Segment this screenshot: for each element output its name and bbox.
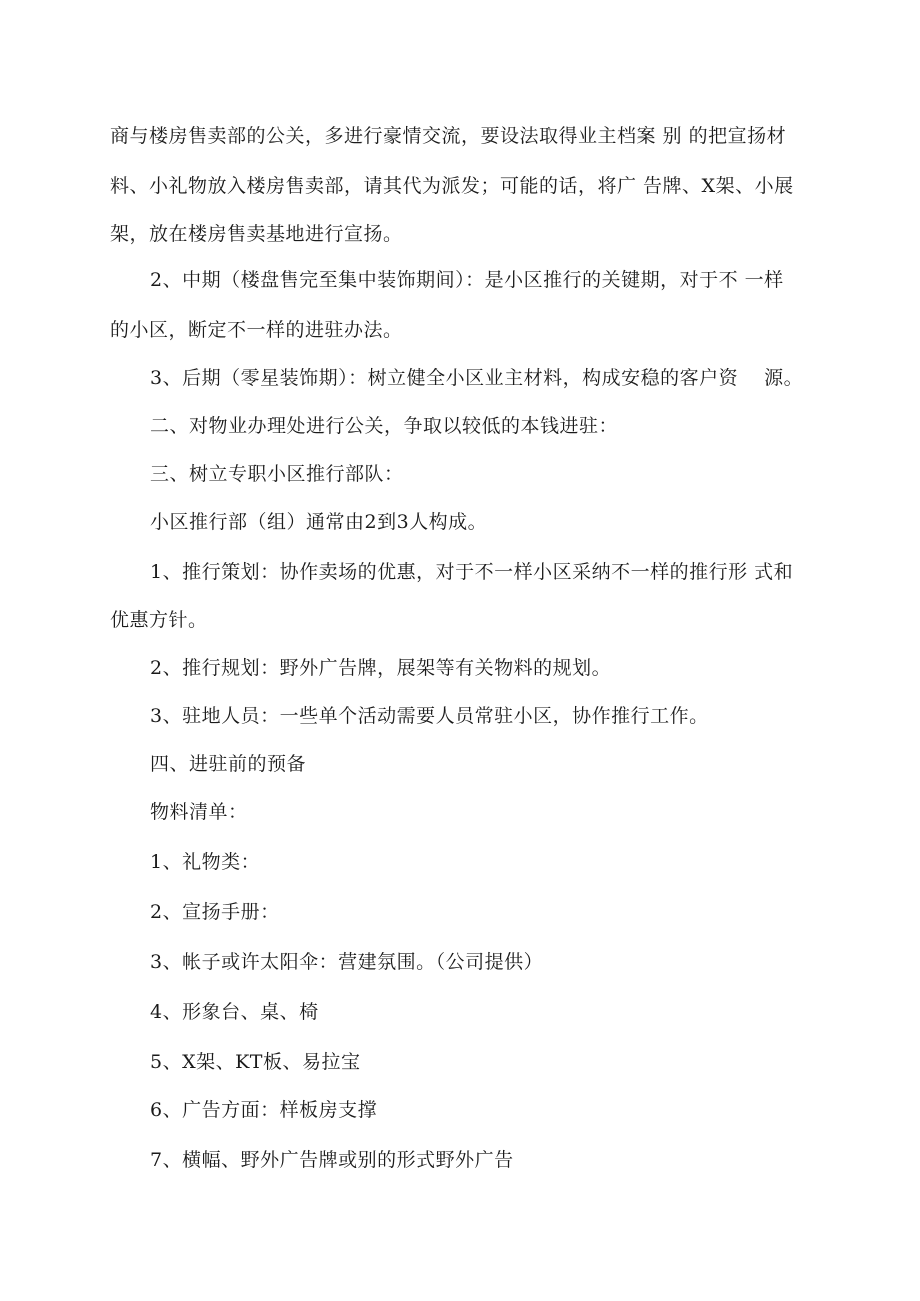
- paragraph-line: 2、推行规划：野外广告牌，展架等有关物料的规划。: [150, 657, 612, 679]
- paragraph-line: 的小区，断定不一样的进驻办法。: [110, 319, 403, 341]
- list-item: 7、横幅、野外广告牌或别的形式野外广告: [150, 1149, 514, 1171]
- paragraph-line: 优惠方针。: [110, 609, 208, 631]
- list-item: 5、X架、KT板、易拉宝: [150, 1051, 361, 1073]
- list-item: 4、形象台、桌、椅: [150, 1001, 319, 1023]
- list-title: 物料清单：: [150, 801, 248, 823]
- paragraph-line: 料、小礼物放入楼房售卖部，请其代为派发；可能的话，将广 告牌、X架、小展: [110, 175, 794, 197]
- paragraph-line: 架，放在楼房售卖基地进行宣扬。: [110, 223, 403, 245]
- paragraph-line: 1、推行策划：协作卖场的优惠，对于不一样小区采纳不一样的推行形 式和: [150, 561, 794, 583]
- list-item: 2、宣扬手册：: [150, 901, 280, 923]
- section-heading: 三、树立专职小区推行部队：: [150, 463, 404, 485]
- paragraph-line: 小区推行部（组）通常由2到3人构成。: [150, 511, 488, 533]
- list-item: 6、广告方面：样板房支撑: [150, 1099, 378, 1121]
- paragraph-line: 3、后期（零星装饰期）：树立健全小区业主材料，构成安稳的客户资 源。: [150, 367, 804, 389]
- section-heading: 二、对物业办理处进行公关，争取以较低的本钱进驻：: [150, 415, 619, 437]
- list-item: 1、礼物类：: [150, 851, 261, 873]
- paragraph-line: 商与楼房售卖部的公关，多进行豪情交流，要设法取得业主档案 别 的把宣扬材: [110, 125, 787, 147]
- list-item: 3、帐子或许太阳伞：营建氛围。（公司提供）: [150, 951, 544, 973]
- section-heading: 四、进驻前的预备: [150, 753, 307, 775]
- paragraph-line: 3、驻地人员：一些单个活动需要人员常驻小区，协作推行工作。: [150, 705, 709, 727]
- paragraph-line: 2、中期（楼盘售完至集中装饰期间）：是小区推行的关键期，对于不 一样: [150, 269, 784, 291]
